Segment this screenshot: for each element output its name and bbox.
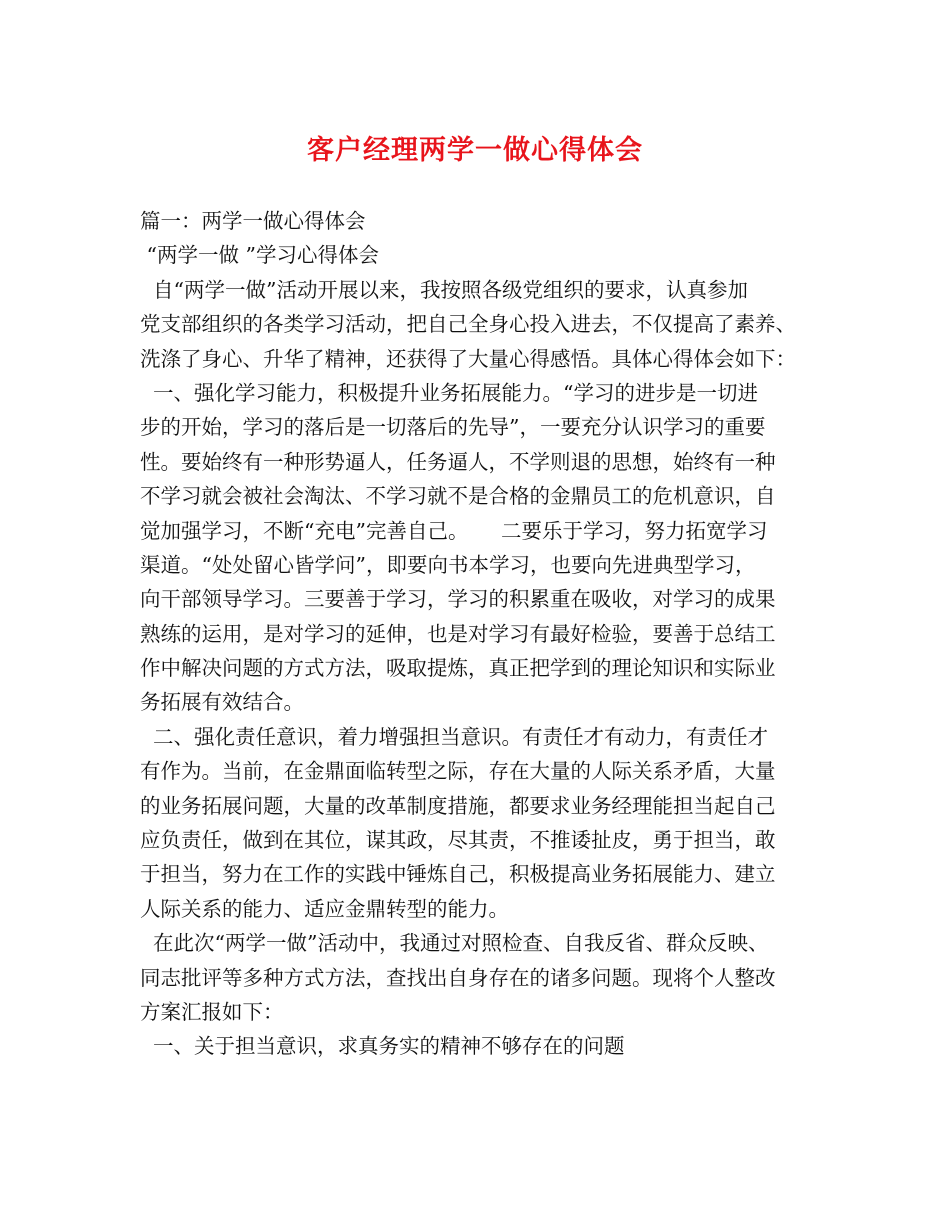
body-line: 篇一：两学一做心得体会 (140, 209, 366, 233)
body-line: 觉加强学习，不断“充电”完善自己。 二要乐于学习，努力拓宽学习 (140, 518, 768, 543)
body-line: 一、关于担当意识，求真务实的精神不够存在的问题 (140, 1034, 625, 1059)
document-title: 客户经理两学一做心得体会 (307, 135, 643, 166)
body-line: “两学一做 ”学习心得体会 (140, 243, 379, 268)
body-line: 在此次“两学一做”活动中，我通过对照检查、自我反省、群众反映、 (140, 931, 769, 956)
body-line: 务拓展有效结合。 (140, 690, 304, 715)
body-line: 人际关系的能力、适应金鼎转型的能力。 (140, 896, 509, 921)
body-line: 熟练的运用，是对学习的延伸，也是对学习有最好检验，要善于总结工 (140, 621, 776, 646)
body-line: 同志批评等多种方式方法，查找出自身存在的诸多问题。现将个人整改 (140, 965, 776, 990)
document-body (140, 204, 830, 1064)
body-line: 不学习就会被社会淘汰、不学习就不是合格的金鼎员工的危机意识，自 (140, 484, 776, 509)
body-line: 的业务拓展问题，大量的改革制度措施，都要求业务经理能担当起自己 (140, 793, 776, 818)
body-line: 应负责任，做到在其位，谋其政，尽其责，不推诿扯皮，勇于担当，敢 (140, 828, 776, 853)
body-line: 向干部领导学习。三要善于学习，学习的积累重在吸收，对学习的成果 (140, 587, 776, 612)
body-line: 于担当，努力在工作的实践中锤炼自己，积极提高业务拓展能力、建立 (140, 862, 776, 887)
body-line: 有作为。当前，在金鼎面临转型之际，存在大量的人际关系矛盾，大量 (140, 759, 776, 784)
body-line: 渠道。“处处留心皆学问”，即要向书本学习，也要向先进典型学习， (140, 552, 756, 577)
body-line: 步的开始，学习的落后是一切落后的先导”，一要充分认识学习的重要 (140, 415, 766, 440)
body-line: 性。要始终有一种形势逼人，任务逼人，不学则退的思想，始终有一种 (140, 449, 776, 474)
body-line: 二、强化责任意识，着力增强担当意识。有责任才有动力，有责任才 (140, 724, 769, 749)
body-line: 方案汇报如下： (140, 999, 284, 1024)
body-line: 自“两学一做”活动开展以来，我按照各级党组织的要求，认真参加 (140, 277, 748, 302)
body-line: 洗涤了身心、升华了精神，还获得了大量心得感悟。具体心得体会如下： (140, 346, 796, 371)
body-line: 党支部组织的各类学习活动，把自己全身心投入进去，不仅提高了素养、 (140, 312, 796, 337)
body-line: 作中解决问题的方式方法，吸取提炼，真正把学到的理论知识和实际业 (140, 656, 776, 681)
body-line: 一、强化学习能力，积极提升业务拓展能力。“学习的进步是一切进 (140, 380, 759, 405)
